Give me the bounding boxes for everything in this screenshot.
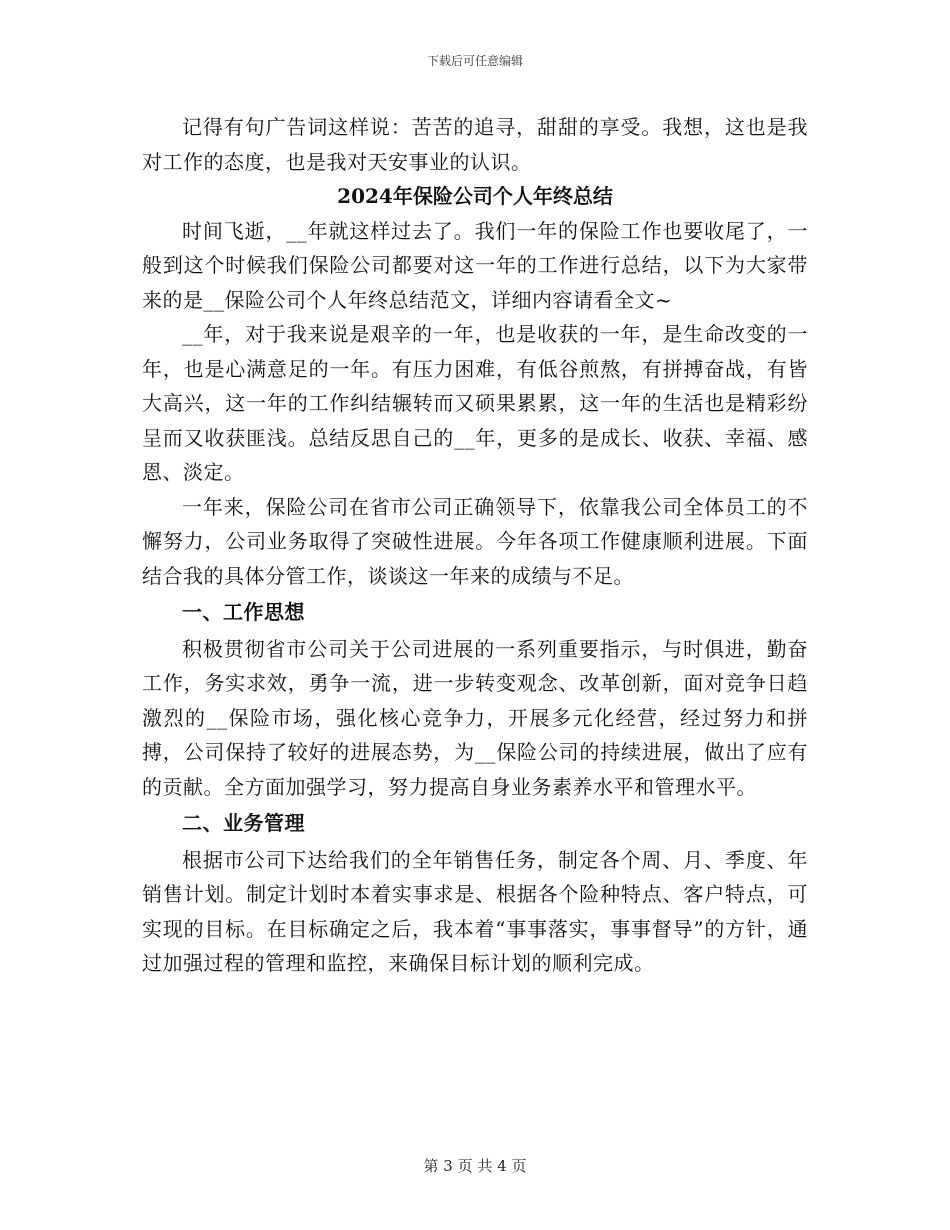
body-paragraph-1: 时间飞逝，__年就这样过去了。我们一年的保险工作也要收尾了，一般到这个时候我们保险公司都要对这一年的工作进行总结，以下为大家带来的是__保险公司个人年终总结范文，详细内容请看全文~ — [142, 218, 808, 312]
section-heading-work-thinking: 一、工作思想 — [182, 600, 305, 624]
section-heading-business-management: 二、业务管理 — [182, 811, 305, 835]
section-body-business-management: 根据市公司下达给我们的全年销售任务，制定各个周、月、季度、年销售计划。制定计划时本着实事求是、根据各个险种特点、客户特点，可实现的目标。在目标确定之后，我本着“事事落实，事事督导”的方针，通过加强过程的管理和监控，来确保目标计划的顺利完成。 — [142, 847, 808, 975]
section-body-work-thinking: 积极贯彻省市公司关于公司进展的一系列重要指示，与时俱进，勤奋工作，务实求效，勇争一流，进一步转变观念、改革创新，面对竞争日趋激烈的__保险市场，强化核心竞争力，开展多元化经营，经过努力和拼搏，公司保持了较好的进展态势，为__保险公司的持续进展，做出了应有的贡献。全方面加强学习，努力提高自身业务素养水平和管理水平。 — [142, 636, 808, 799]
page-number-footer: 第 3 页 共 4 页 — [423, 1157, 527, 1175]
body-paragraph-3: 一年来，保险公司在省市公司正确领导下，依靠我公司全体员工的不懈努力，公司业务取得了突破性进展。今年各项工作健康顺利进展。下面结合我的具体分管工作，谈谈这一年来的成绩与不足。 — [142, 494, 808, 588]
body-paragraph-2: __年，对于我来说是艰辛的一年，也是收获的一年，是生命改变的一年，也是心满意足的一年。有压力困难，有低谷煎熬，有拼搏奋战，有皆大高兴，这一年的工作纠结辗转而又硕果累累，这一年的生活也是精彩纷呈而又收获匪浅。总结反思自己的__年，更多的是成长、收获、幸福、感恩、淡定。 — [142, 322, 808, 484]
page-header-note: 下载后可任意编辑 — [426, 54, 523, 68]
document-body — [142, 110, 808, 981]
document-title: 2024年保险公司个人年终总结 — [337, 184, 613, 208]
intro-paragraph: 记得有句广告词这样说：苦苦的追寻，甜甜的享受。我想，这也是我对工作的态度，也是我对天安事业的认识。 — [142, 115, 808, 174]
